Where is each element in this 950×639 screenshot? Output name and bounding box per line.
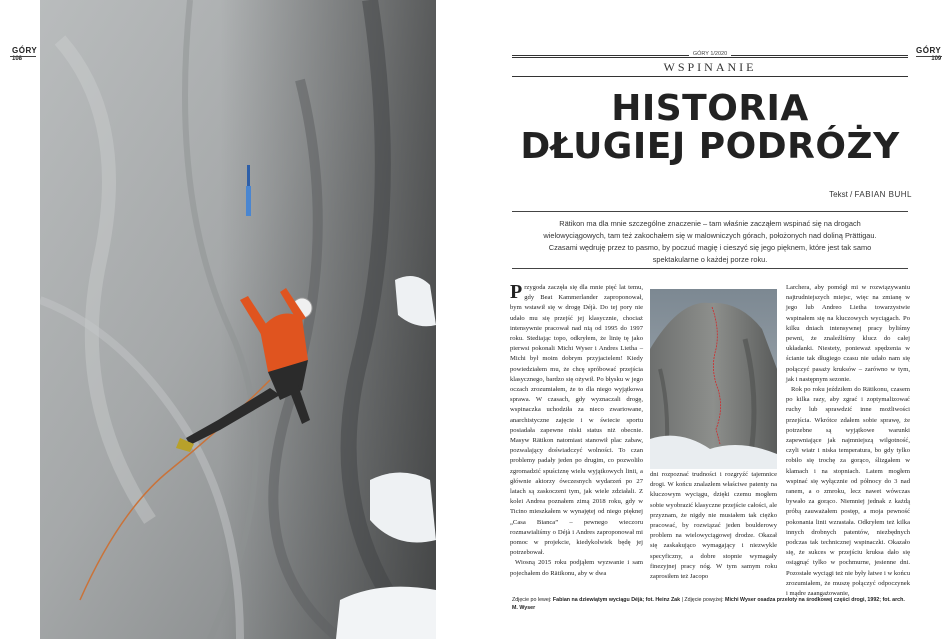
paragraph: Larchera, aby pomógł mi w rozwiązywaniu najtrudniejszych miejsc, więc na zmianę w jego lub Andreo Lietha towarzystwie wspinałem się na kluczowych wyciągach. Po kilku dniach intensywnej pracy byliśmy pewni, że znaleźliśmy klucz do całej układanki. Niestety, ponieważ spędzenia w ścianie tak długiego czasu nie udało nam się połączyć pasaży kruksów – zarówno w tym, jak i następnym sezonie. (786, 284, 910, 383)
byline (700, 190, 912, 199)
article-column-1 (510, 283, 643, 579)
lead-paragraph: Rätikon ma dla mnie szczególne znaczenie – tam właśnie zacząłem wspinać się na drogach wielowyciągowych, tam też zakochałem się w malowniczych górach, położonych nad doliną Prättigau. Czasami wędruję przez to pasmo, by poczuć magię i cieszyć się jego pięknem, które jest tak samo spektakularne o każdej porze roku. (512, 211, 908, 269)
byline-author: FABIAN BUHL (854, 190, 912, 199)
folio-left (12, 46, 37, 62)
folio-rule (10, 56, 36, 57)
article-column-2 (650, 470, 777, 582)
paragraph: Wiosną 2015 roku podjąłem wyzwanie i sam pojechałem do Rätikonu, aby w dwa (510, 559, 643, 577)
magazine-name-right: GÓRY (916, 46, 942, 55)
paragraph-text: rzygoda zaczęła się dla mnie pięć lat temu, gdy Beat Kammerlander zaproponował, bym wstawił się w drogę Déjà. Do tej pory nie udało mu się przejść jej klasycznie, chociaż intensywnie pracował nad nią od 1995 do 1997 roku. Stediając topo, odkryłem, że linię tę jako pierwsi pokonali Michi Wyser i Andres Lietha – Michi był moim dobrym przyjacielem! Kiedy powiedziałem mu, że chcę spróbować przejścia klasycznego, bardzo się ożywił. Po błysku w jego oczach zrozumiałem, że to dla niego wyjątkowa sprawa. W czasach, gdy wyznaczali drogę, wspinaczka uchodziła za nieco zwariowane, anarchistyczne zajęcie i w świecie sportu posiadała zapewne niski status niż obecnie. Masyw Rätikon natomiast stanowił plac zabaw, pozwalający doświadczyć wolności. To czan problemy padały jeden po drugim, co pozwoliło zgromadzić spuściznę wielu wyjątkowych linii, a głównie aktorzy ówczesnych wydarzeń po 27 latach są zaskoczeni tym, jak wiele zdziałali. Z kolei Andrea poznałem zimą 2018 roku, gdy w Ticino mieszkałem w wynajętej od niego pięknej „Casa Bianca” – pewnego wieczoru rozmawialiśmy o Déjà i Andres zaproponował mi pomoc w projekcie, kiedykolwiek będę jej potrzebował. (510, 284, 643, 557)
section-label: WSPINANIE (663, 60, 757, 74)
paragraph (510, 283, 643, 558)
byline-label: Tekst / (829, 190, 853, 199)
section-header (512, 57, 908, 77)
caption-part-1: Zdjęcie po lewej: (512, 597, 552, 603)
folio-right (916, 46, 941, 62)
caption-part-2-text: Michi Wyser osadza przeloty na środkowej części drogi, 1992; fot. arch. M. Wyser (512, 597, 905, 611)
paragraph: Rok po roku jeździłem do Rätikonu, czasem po kilka razy, aby zgrać i zoptymalizować ruchy lub sprawdzić inne możliwości przejścia. Wkrótce zdałem sobie sprawę, że potrzebne są wyjątkowe warunki zapewniające jak najmniejszą wilgotność, czyli wiatr i niska temperatura, bo gdy tylko robiło się trochę za gorąco, ślizgałem w klamach i na stopniach. Latem mogłem wspinać się wyłącznie od północy do 3 nad ranem, a o zmroku, lecz nawet wówczas bywało za gorąco. Niemniej jednak z każdą próbą zauważałem postęp, a moja pewność pokonania linii wzrastała. Odkryłem też kilka innych drobnych patentów, niezbędnych podczas tak technicznej wspinaczki. Okazało się, że sukces w przejściu kruksa dało się osiągnąć tylko w pochmurne, jesienne dni. Pozostałe wyciągi też nie były łatwe i w końcu zrozumiałem, że muszę połączyć odpoczynek i mądre zaangażowanie, (786, 386, 910, 598)
climber-photo (40, 0, 436, 639)
photo-caption (512, 596, 912, 612)
paragraph: dni rozpoznać trudności i rozgryźć tajemnice drogi. W końcu znalazłem właściwe patenty na kluczowym wyciągu, dzięki czemu mogłem sobie wyobrazić klasyczne przejście całości, ale przyznam, że nigdy nie musiałem tak ciężko pracować, by rozwiązać jeden boulderowy problem na wielowyciągowej drodze. Okazał się zaskakująco wymagający i niezwykle specyficzny, a dobre stopnie wymagały finezyjnej pracy nóg. W tym samym roku zaprosiłem też Jacopo (650, 471, 777, 581)
caption-part-2: | Zdjęcie powyżej: (680, 597, 724, 603)
article-column-3 (786, 283, 910, 599)
folio-rule-right (916, 56, 942, 57)
title-line-2: DŁUGIEJ PODRÓŻY (520, 126, 900, 167)
page-number-right: 109 (931, 56, 942, 62)
drop-cap: P (510, 281, 523, 303)
caption-part-1-text: Fabian na dziewiątym wyciągu Déjà; fot. Heinz Zak (551, 597, 681, 603)
magazine-name: GÓRY (12, 46, 38, 55)
issue-label: GÓRY 1/2020 (689, 51, 731, 57)
page-number: 108 (12, 56, 23, 62)
title-line-1: HISTORIA (611, 88, 809, 129)
mountain-photo (650, 289, 777, 469)
article-title (512, 90, 908, 166)
